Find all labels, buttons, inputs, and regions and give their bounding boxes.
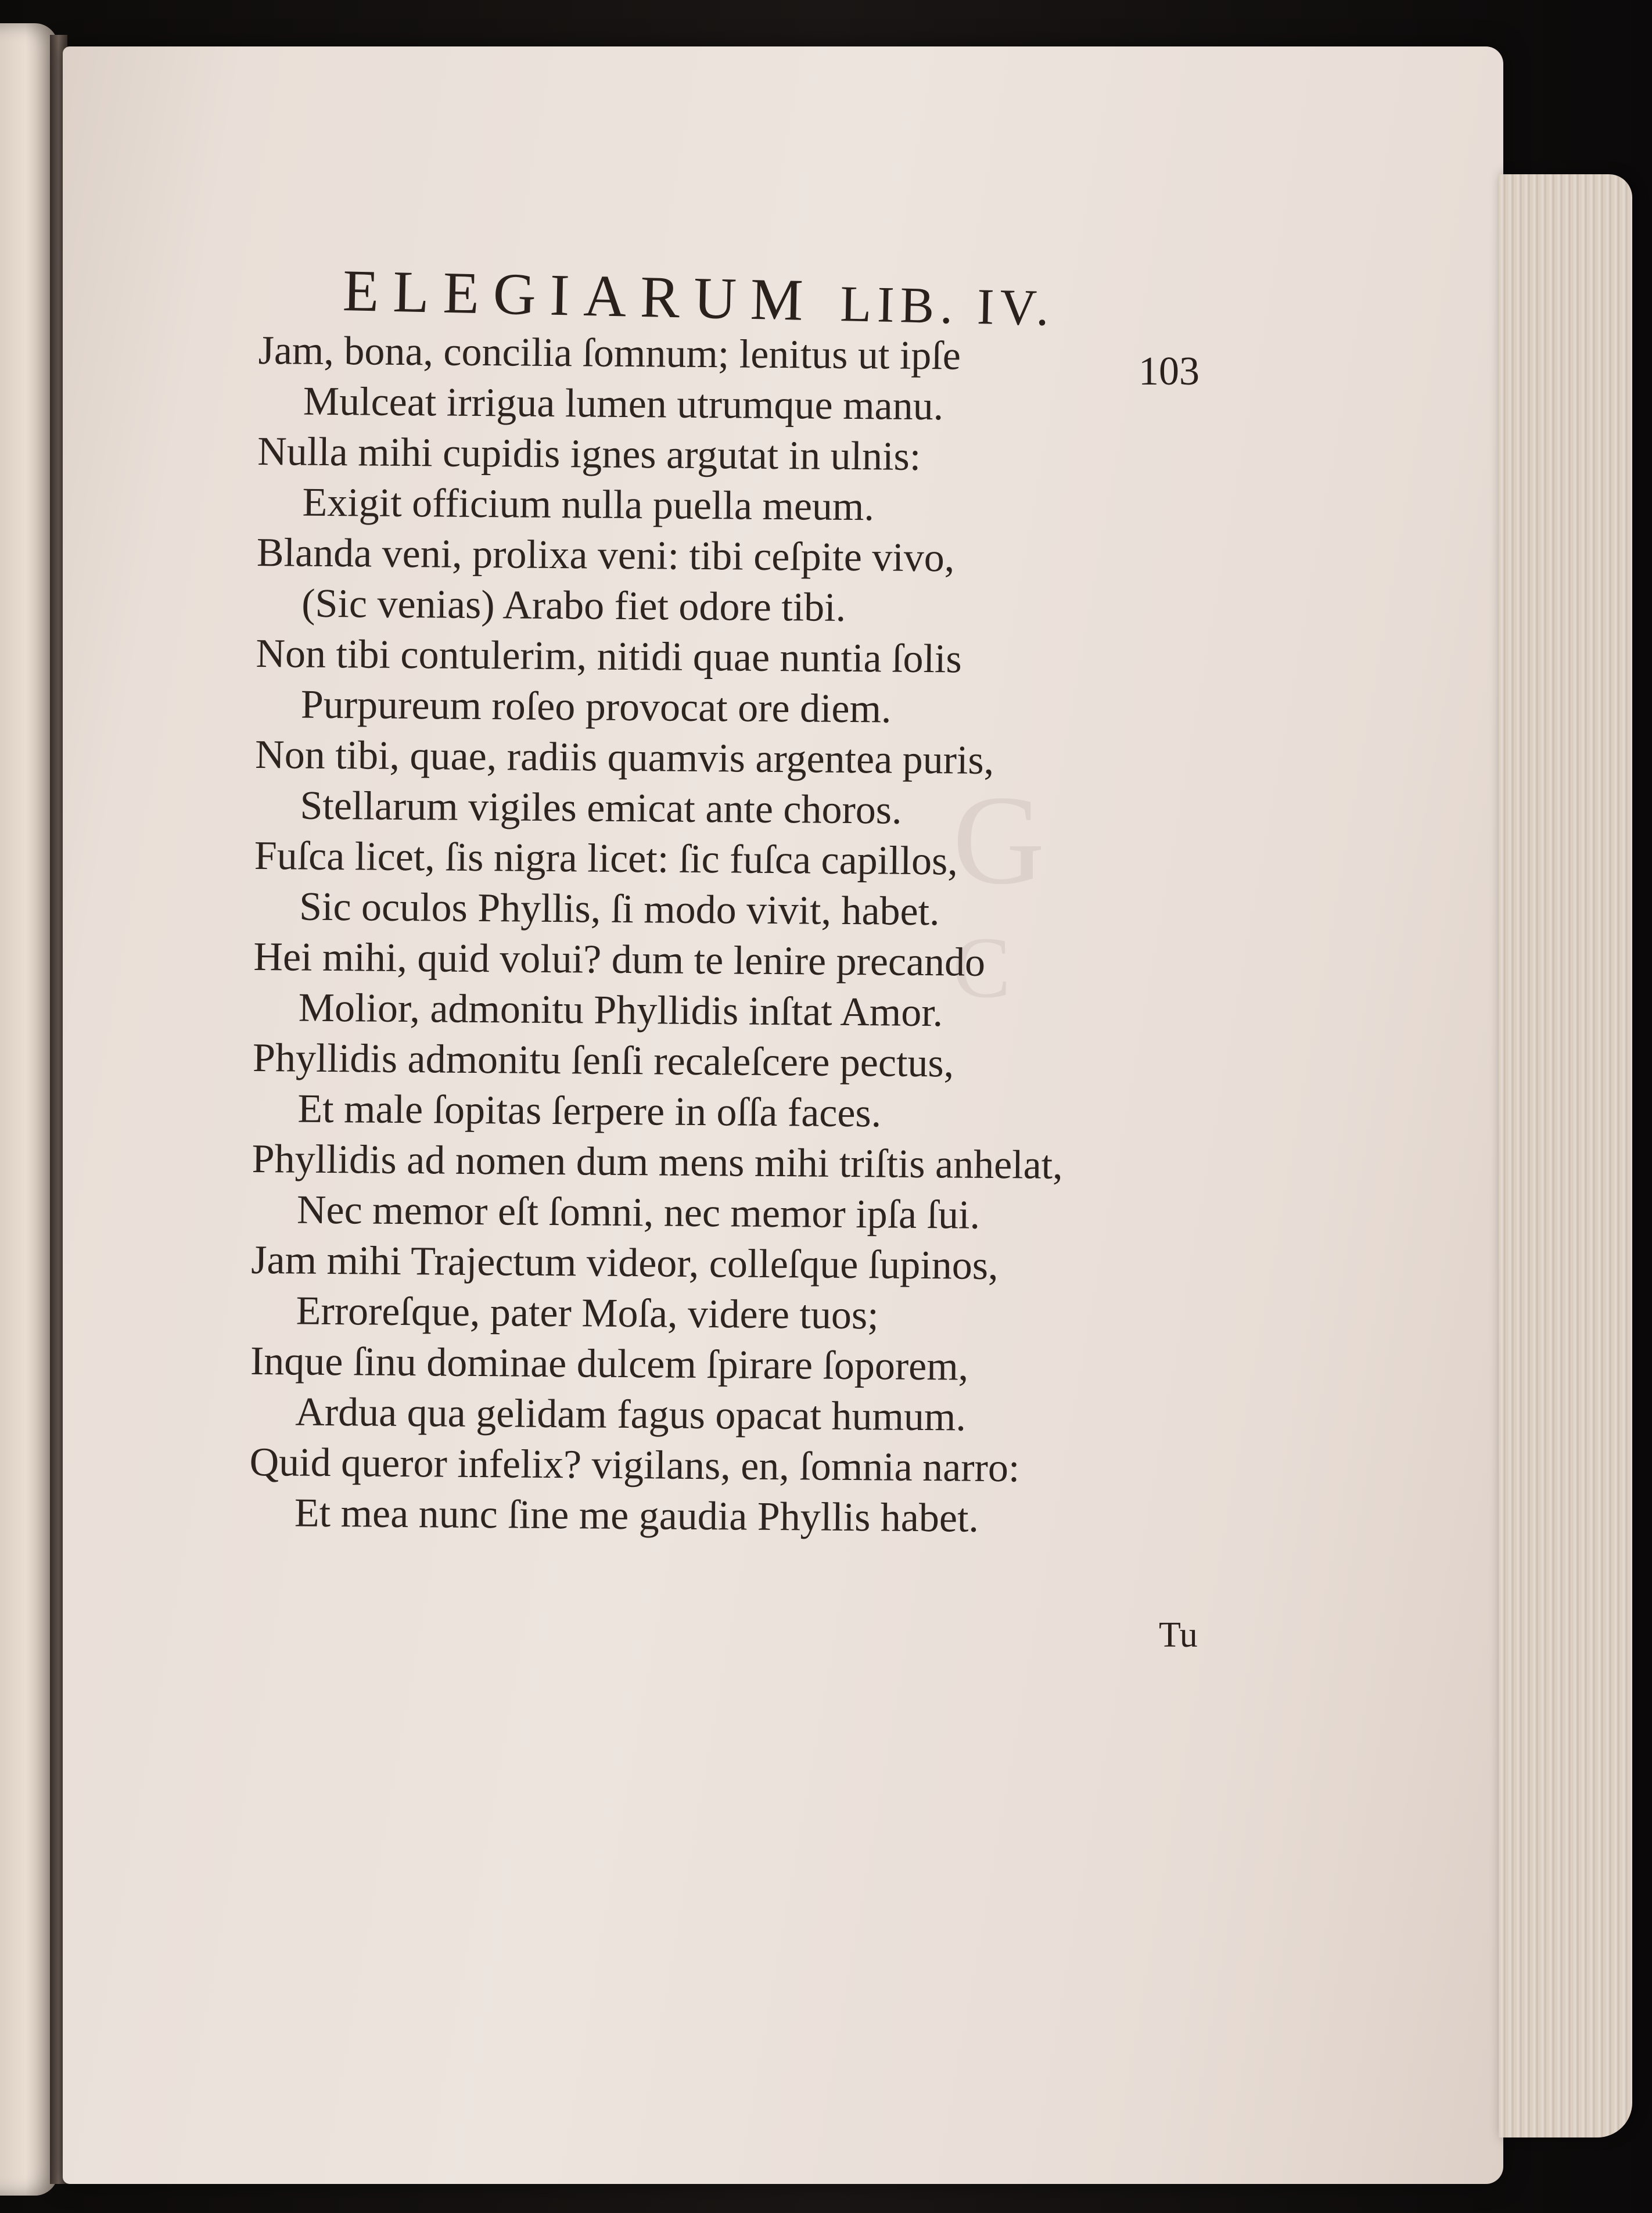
show-through-ghost: C bbox=[953, 919, 1023, 1016]
verse-line: Nulla mihi cupidis ignes argutat in ulnis: bbox=[257, 429, 921, 479]
verse-line: Non tibi, quae, radiis quamvis argentea puris, bbox=[254, 732, 994, 783]
verse-line: Fuſca licet, ſis nigra licet: ſic fuſca capillos, bbox=[254, 833, 958, 884]
verse-line: Mulceat irrigua lumen utrumque manu. bbox=[303, 379, 944, 429]
verse-line: Sic oculos Phyllis, ſi modo vivit, habet. bbox=[299, 884, 940, 935]
verse-line: Phyllidis ad nomen dum mens mihi triſtis anhelat, bbox=[252, 1136, 1064, 1188]
verse-line: Blanda veni, prolixa veni: tibi ceſpite vivo, bbox=[256, 530, 955, 581]
left-page-edge bbox=[0, 23, 58, 2196]
verse-line: Purpureum roſeo provocat ore diem. bbox=[300, 682, 892, 732]
verse-line: Exigit officium nulla puella meum. bbox=[302, 480, 875, 530]
verse-line: Jam mihi Trajectum videor, colleſque ſupinos, bbox=[251, 1237, 999, 1289]
show-through-ghost: G bbox=[953, 769, 1057, 911]
verse-line: (Sic venias) Arabo fiet odore tibi. bbox=[301, 581, 846, 630]
verse-line: Phyllidis admonitu ſenſi recaleſcere pectus, bbox=[252, 1035, 954, 1086]
verse-line: Stellarum vigiles emicat ante choros. bbox=[300, 783, 902, 833]
page-number: 103 bbox=[1139, 349, 1200, 394]
page-edges bbox=[1499, 174, 1632, 2137]
header-book: LIB. IV. bbox=[839, 276, 1055, 337]
verse-block bbox=[249, 325, 1130, 1545]
verse-line: Et mea nunc ſine me gaudia Phyllis habet. bbox=[294, 1490, 979, 1541]
catchword: Tu bbox=[1159, 1615, 1198, 1655]
verse-line: Erroreſque, pater Moſa, videre tuos; bbox=[296, 1288, 879, 1338]
verse-line: Non tibi contulerim, nitidi quae nuntia ſolis bbox=[256, 631, 962, 682]
verse-line: Quid queror infelix? vigilans, en, ſomnia narro: bbox=[249, 1439, 1020, 1491]
verse-line: Molior, admonitu Phyllidis inſtat Amor. bbox=[298, 985, 943, 1036]
verse-line: Jam, bona, concilia ſomnum; lenitus ut ipſe bbox=[258, 328, 961, 379]
verse-line: Et male ſopitas ſerpere in oſſa faces. bbox=[297, 1086, 882, 1136]
header-title: ELEGIARUM bbox=[342, 258, 818, 334]
verse-line: Hei mihi, quid volui? dum te lenire precando bbox=[253, 934, 986, 985]
verse-line: Inque ſinu dominae dulcem ſpirare ſoporem, bbox=[250, 1338, 969, 1389]
verse-line: Nec memor eſt ſomni, nec memor ipſa ſui. bbox=[296, 1187, 981, 1238]
verse-line: Ardua qua gelidam fagus opacat humum. bbox=[295, 1389, 967, 1440]
